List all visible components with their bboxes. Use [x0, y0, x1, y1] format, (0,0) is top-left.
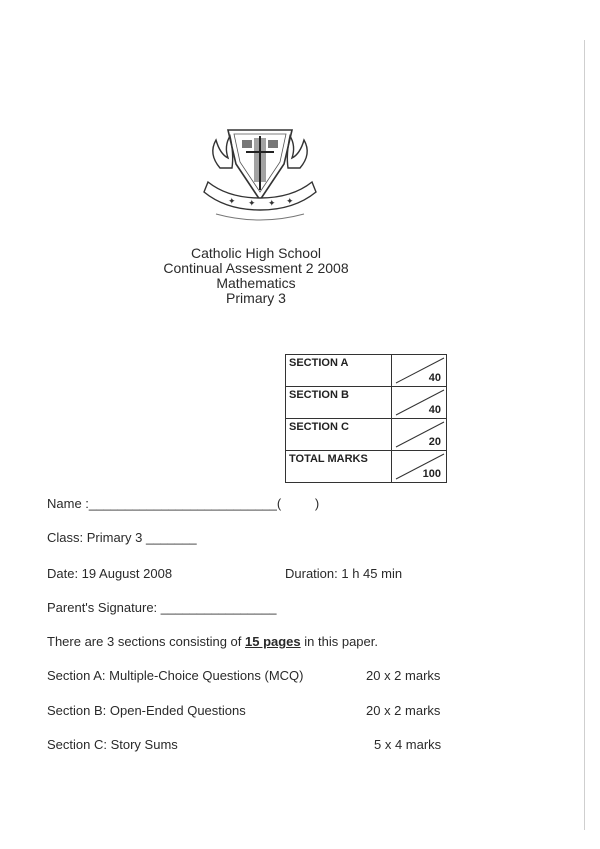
- section-c-description: Section C: Story Sums: [47, 737, 178, 752]
- total-max-marks: 100: [422, 468, 441, 480]
- sections-intro: [47, 634, 378, 649]
- marks-row: [286, 355, 447, 387]
- sections-intro-pre: There are 3 sections consisting of: [47, 634, 245, 649]
- total-score-box: [392, 451, 447, 483]
- svg-text:✦: ✦: [248, 199, 256, 209]
- subject-title: Mathematics: [216, 275, 296, 291]
- duration-text: Duration: 1 h 45 min: [285, 566, 403, 581]
- marks-row: [286, 451, 447, 483]
- svg-text:✦: ✦: [268, 199, 276, 209]
- level-title: Primary 3: [226, 290, 286, 306]
- section-max-marks: 40: [428, 372, 441, 384]
- svg-text:✦: ✦: [286, 197, 294, 207]
- paper-header: [100, 246, 412, 306]
- name-field[interactable]: [47, 496, 319, 511]
- marks-row: [286, 419, 447, 451]
- section-max-marks: 20: [428, 436, 441, 448]
- section-label: SECTION A: [286, 355, 392, 387]
- section-max-marks: 40: [428, 404, 441, 416]
- name-register-close: ): [314, 496, 320, 511]
- section-label: SECTION B: [286, 387, 392, 419]
- section-score-box: [392, 387, 447, 419]
- section-a-description: Section A: Multiple-Choice Questions (MCQ): [47, 668, 304, 683]
- section-b-description: Section B: Open-Ended Questions: [47, 703, 246, 718]
- date-text: Date: 19 August 2008: [47, 566, 173, 581]
- exam-title: Continual Assessment 2 2008: [163, 260, 349, 276]
- school-name: Catholic High School: [191, 245, 321, 261]
- section-score-box: [392, 419, 447, 451]
- name-blank: __________________________(: [88, 496, 282, 511]
- svg-text:✦: ✦: [228, 197, 236, 207]
- section-score-box: [392, 355, 447, 387]
- section-label: SECTION C: [286, 419, 392, 451]
- marks-row: [286, 387, 447, 419]
- page-count: 15 pages: [245, 634, 301, 649]
- name-label: Name :: [47, 496, 89, 511]
- page-edge-line: [584, 40, 585, 830]
- section-a-marks: 20 x 2 marks: [366, 668, 441, 683]
- total-label: TOTAL MARKS: [286, 451, 392, 483]
- parent-signature-field[interactable]: Parent's Signature: ________________: [47, 600, 277, 615]
- section-c-marks: 5 x 4 marks: [374, 737, 442, 752]
- school-crest-icon: [198, 124, 322, 228]
- marks-table: [285, 354, 447, 483]
- class-field[interactable]: Class: Primary 3 _______: [47, 530, 197, 545]
- section-b-marks: 20 x 2 marks: [366, 703, 441, 718]
- sections-intro-post: in this paper.: [300, 634, 378, 649]
